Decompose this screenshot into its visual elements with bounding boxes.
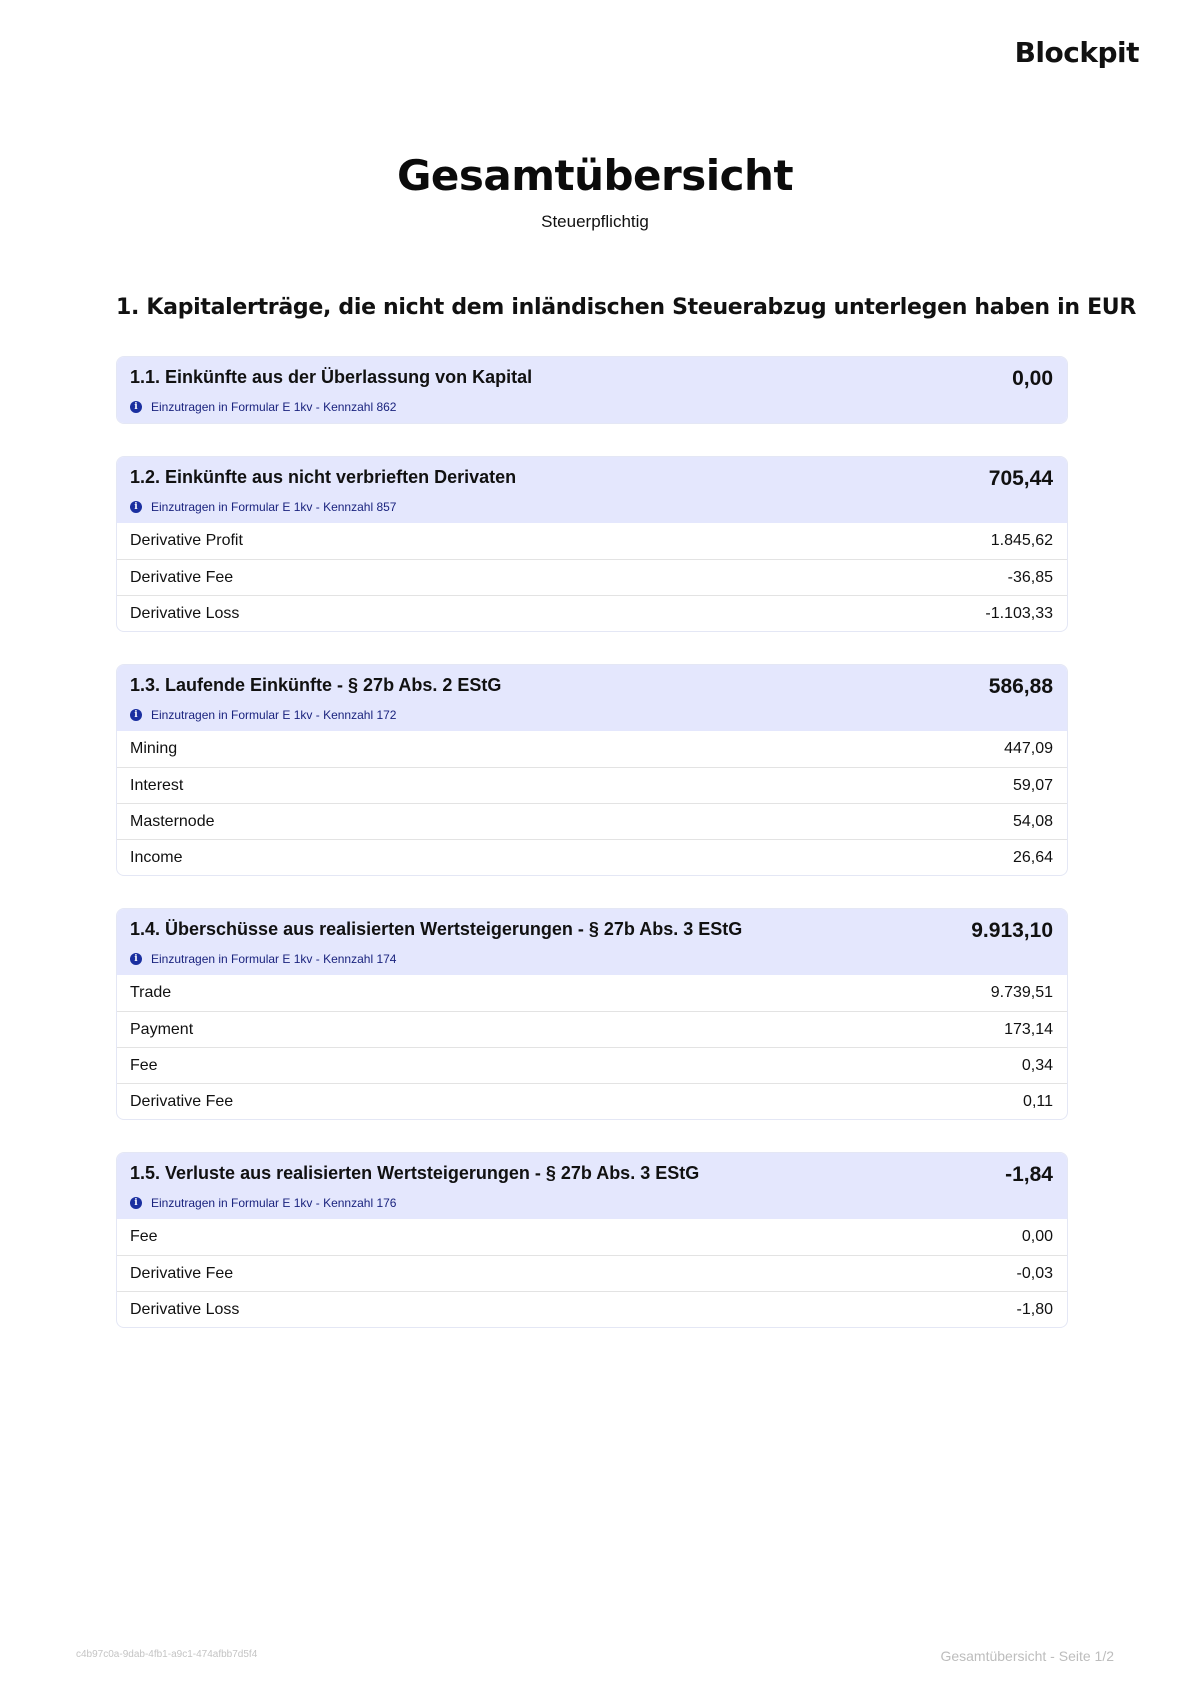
card-rows (117, 731, 1067, 875)
card-note-text: Einzutragen in Formular E 1kv - Kennzahl 176 (151, 1196, 397, 1210)
info-icon: i (130, 401, 142, 413)
info-icon: i (130, 953, 142, 965)
card-note-text: Einzutragen in Formular E 1kv - Kennzahl 857 (151, 500, 397, 514)
summary-card-1-3 (116, 664, 1068, 876)
info-icon: i (130, 501, 142, 513)
summary-card-1-2 (116, 456, 1068, 632)
card-note (130, 400, 396, 414)
row-label: Derivative Fee (130, 1092, 234, 1110)
table-row (117, 975, 1067, 1011)
table-row (117, 1011, 1067, 1047)
row-label: Derivative Profit (130, 532, 243, 549)
card-header (117, 357, 1067, 423)
row-value: 0,34 (1021, 1056, 1053, 1074)
card-note-text: Einzutragen in Formular E 1kv - Kennzahl 862 (151, 400, 397, 414)
row-value: 54,08 (1012, 812, 1053, 830)
table-row (117, 803, 1067, 839)
summary-content (116, 356, 1068, 1360)
card-total: 705,44 (988, 467, 1053, 490)
row-value: -36,85 (1007, 568, 1053, 586)
row-label: Derivative Loss (130, 1300, 240, 1318)
card-total: 586,88 (988, 675, 1053, 698)
row-label: Derivative Loss (130, 604, 240, 622)
row-value: -1.103,33 (985, 604, 1053, 622)
row-label: Mining (130, 740, 178, 757)
row-value: 59,07 (1012, 776, 1053, 794)
page-title: Gesamtübersicht (396, 151, 794, 200)
card-header (117, 1153, 1067, 1219)
row-label: Fee (130, 1228, 158, 1245)
table-row (117, 767, 1067, 803)
table-row (117, 839, 1067, 875)
info-icon: i (130, 1197, 142, 1209)
table-row (117, 1219, 1067, 1255)
card-header (117, 909, 1067, 975)
summary-card-1-4 (116, 908, 1068, 1120)
table-row (117, 523, 1067, 559)
table-row (117, 595, 1067, 631)
row-value: -0,03 (1016, 1264, 1053, 1282)
card-total: 0,00 (1012, 367, 1053, 390)
table-row (117, 1083, 1067, 1119)
row-label: Derivative Fee (130, 568, 234, 586)
card-note (130, 708, 396, 722)
row-label: Interest (130, 776, 184, 794)
page-indicator: Gesamtübersicht - Seite 1/2 (940, 1648, 1114, 1664)
card-title: 1.4. Überschüsse aus realisierten Wertsteigerungen - § 27b Abs. 3 EStG (130, 919, 743, 939)
row-value: -1,80 (1016, 1300, 1053, 1318)
card-note-text: Einzutragen in Formular E 1kv - Kennzahl 174 (151, 952, 397, 966)
row-value: 173,14 (1004, 1020, 1053, 1038)
row-label: Derivative Fee (130, 1264, 234, 1282)
blockpit-logo: Blockpit (1014, 36, 1139, 69)
row-label: Income (130, 848, 183, 866)
card-header (117, 665, 1067, 731)
card-rows (117, 1219, 1067, 1327)
summary-card-1-1 (116, 356, 1068, 424)
card-rows (117, 975, 1067, 1119)
card-header (117, 457, 1067, 523)
card-note (130, 500, 396, 514)
row-value: 9.739,51 (990, 984, 1053, 1001)
section-heading: 1. Kapitalerträge, die nicht dem inländischen Steuerabzug unterlegen haben in EUR (116, 295, 1137, 320)
card-total: 9.913,10 (971, 919, 1053, 942)
row-value: 0,11 (1023, 1092, 1053, 1110)
row-label: Masternode (130, 812, 215, 830)
table-row (117, 1255, 1067, 1291)
table-row (117, 559, 1067, 595)
summary-card-1-5 (116, 1152, 1068, 1328)
table-row (117, 1047, 1067, 1083)
card-note (130, 952, 396, 966)
row-label: Trade (130, 984, 172, 1001)
card-note (130, 1196, 396, 1210)
info-icon: i (130, 709, 142, 721)
table-row (117, 731, 1067, 767)
row-value: 447,09 (1004, 740, 1053, 757)
card-title: 1.1. Einkünfte aus der Überlassung von Kapital (130, 367, 533, 387)
row-label: Fee (130, 1056, 158, 1074)
card-title: 1.5. Verluste aus realisierten Wertsteigerungen - § 27b Abs. 3 EStG (130, 1163, 700, 1183)
card-rows (117, 523, 1067, 631)
page-subtitle: Steuerpflichtig (541, 212, 649, 231)
document-id: c4b97c0a-9dab-4fb1-a9c1-474afbb7d5f4 (76, 1649, 258, 1660)
table-row (117, 1291, 1067, 1327)
row-label: Payment (130, 1020, 194, 1038)
row-value: 26,64 (1012, 848, 1053, 866)
card-title: 1.2. Einkünfte aus nicht verbrieften Derivaten (130, 467, 517, 487)
card-title: 1.3. Laufende Einkünfte - § 27b Abs. 2 EStG (130, 675, 502, 695)
row-value: 1.845,62 (990, 532, 1053, 549)
card-note-text: Einzutragen in Formular E 1kv - Kennzahl 172 (151, 708, 397, 722)
card-total: -1,84 (1005, 1163, 1053, 1186)
row-value: 0,00 (1021, 1228, 1053, 1245)
